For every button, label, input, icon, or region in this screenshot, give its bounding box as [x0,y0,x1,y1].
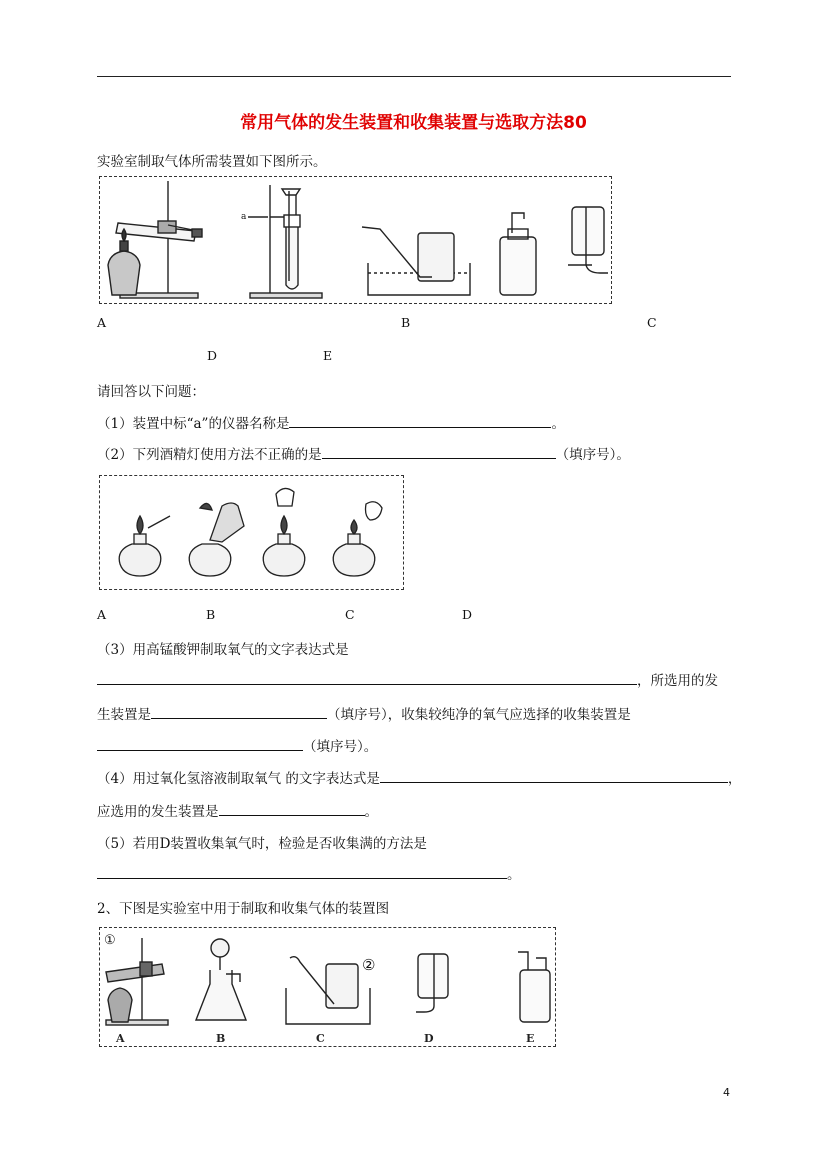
q1-part5-line2 [97,863,521,883]
q2-label-d: D [424,1032,434,1045]
lamp-label-d: D [462,607,473,622]
part3-line3-pre: 生装置是 [97,707,151,723]
q2-label-e: E [526,1032,535,1045]
q1-label-e: E [323,348,333,363]
q1-part5-line1: （5）若用D装置收集氧气时，检验是否收集满的方法是 [97,836,427,852]
alcohol-lamp-figure [99,475,404,590]
q1-apparatus-figure [99,176,612,304]
part4-line1-post: ， [727,771,742,787]
part4-line2-pre: 应选用的发生装置是 [97,804,219,820]
q1-label-b: B [401,315,411,330]
q1-part4-line1 [97,767,741,787]
part2-text: （2）下列酒精灯使用方法不正确的是 [97,447,322,463]
q1-prompt: 请回答以下问题： [97,384,205,400]
part4-generator-blank[interactable] [219,801,365,816]
marker-2: ② [362,956,376,974]
lamp-label-b: B [206,607,216,622]
q1-part1 [97,412,565,432]
q1-part4-line2 [97,800,378,820]
apparatus-drawing [100,177,611,303]
q1-part3-line1: （3）用高锰酸钾制取氧气的文字表达式是 [97,642,349,658]
q2-apparatus-drawing [100,928,555,1046]
q1-part3-line4 [97,735,377,755]
q1-part2 [97,443,630,463]
marker-a: a [241,212,247,222]
part3-generator-blank[interactable] [151,704,327,719]
q2-label-c: C [316,1032,325,1045]
part5-answer-blank[interactable] [97,864,507,879]
part2-end: （填序号）。 [555,447,630,463]
q2-intro: 2、下图是实验室中用于制取和收集气体的装置图 [97,901,390,917]
header-rule [97,76,731,77]
q1-label-a: A [97,315,107,330]
part5-end: 。 [507,867,521,883]
q1-part3-line2 [97,669,718,689]
part3-line3-post: （填序号），收集较纯净的氧气应选择的收集装置是 [327,707,631,723]
q1-label-c: C [647,315,657,330]
q1-part3-line3 [97,703,631,723]
part4-equation-blank[interactable] [380,768,728,783]
lamp-drawing [100,476,403,589]
part4-line2-post: 。 [364,804,378,820]
q1-intro: 实验室制取气体所需装置如下图所示。 [97,154,327,170]
part1-answer-blank[interactable] [289,413,551,428]
q2-label-a: A [116,1032,125,1045]
marker-1: ① [104,933,116,948]
part3-equation-blank[interactable] [97,670,637,685]
page-number: 4 [723,1086,730,1099]
part1-text: （1）装置中标“a”的仪器名称是 [97,416,290,432]
q1-label-d: D [207,348,218,363]
part2-answer-blank[interactable] [322,444,556,459]
part3-line4-post: （填序号）。 [303,739,378,755]
part3-line2-text: ，所选用的发 [637,673,718,689]
q2-label-b: B [216,1032,226,1045]
q2-apparatus-figure [99,927,556,1047]
page-title: 常用气体的发生装置和收集装置与选取方法80 [240,113,587,133]
part1-end: 。 [551,416,565,432]
lamp-label-a: A [97,607,107,622]
part4-line1-pre: （4）用过氧化氢溶液制取氧气 的文字表达式是 [97,771,380,787]
lamp-label-c: C [345,607,355,622]
part3-collector-blank[interactable] [97,736,303,751]
